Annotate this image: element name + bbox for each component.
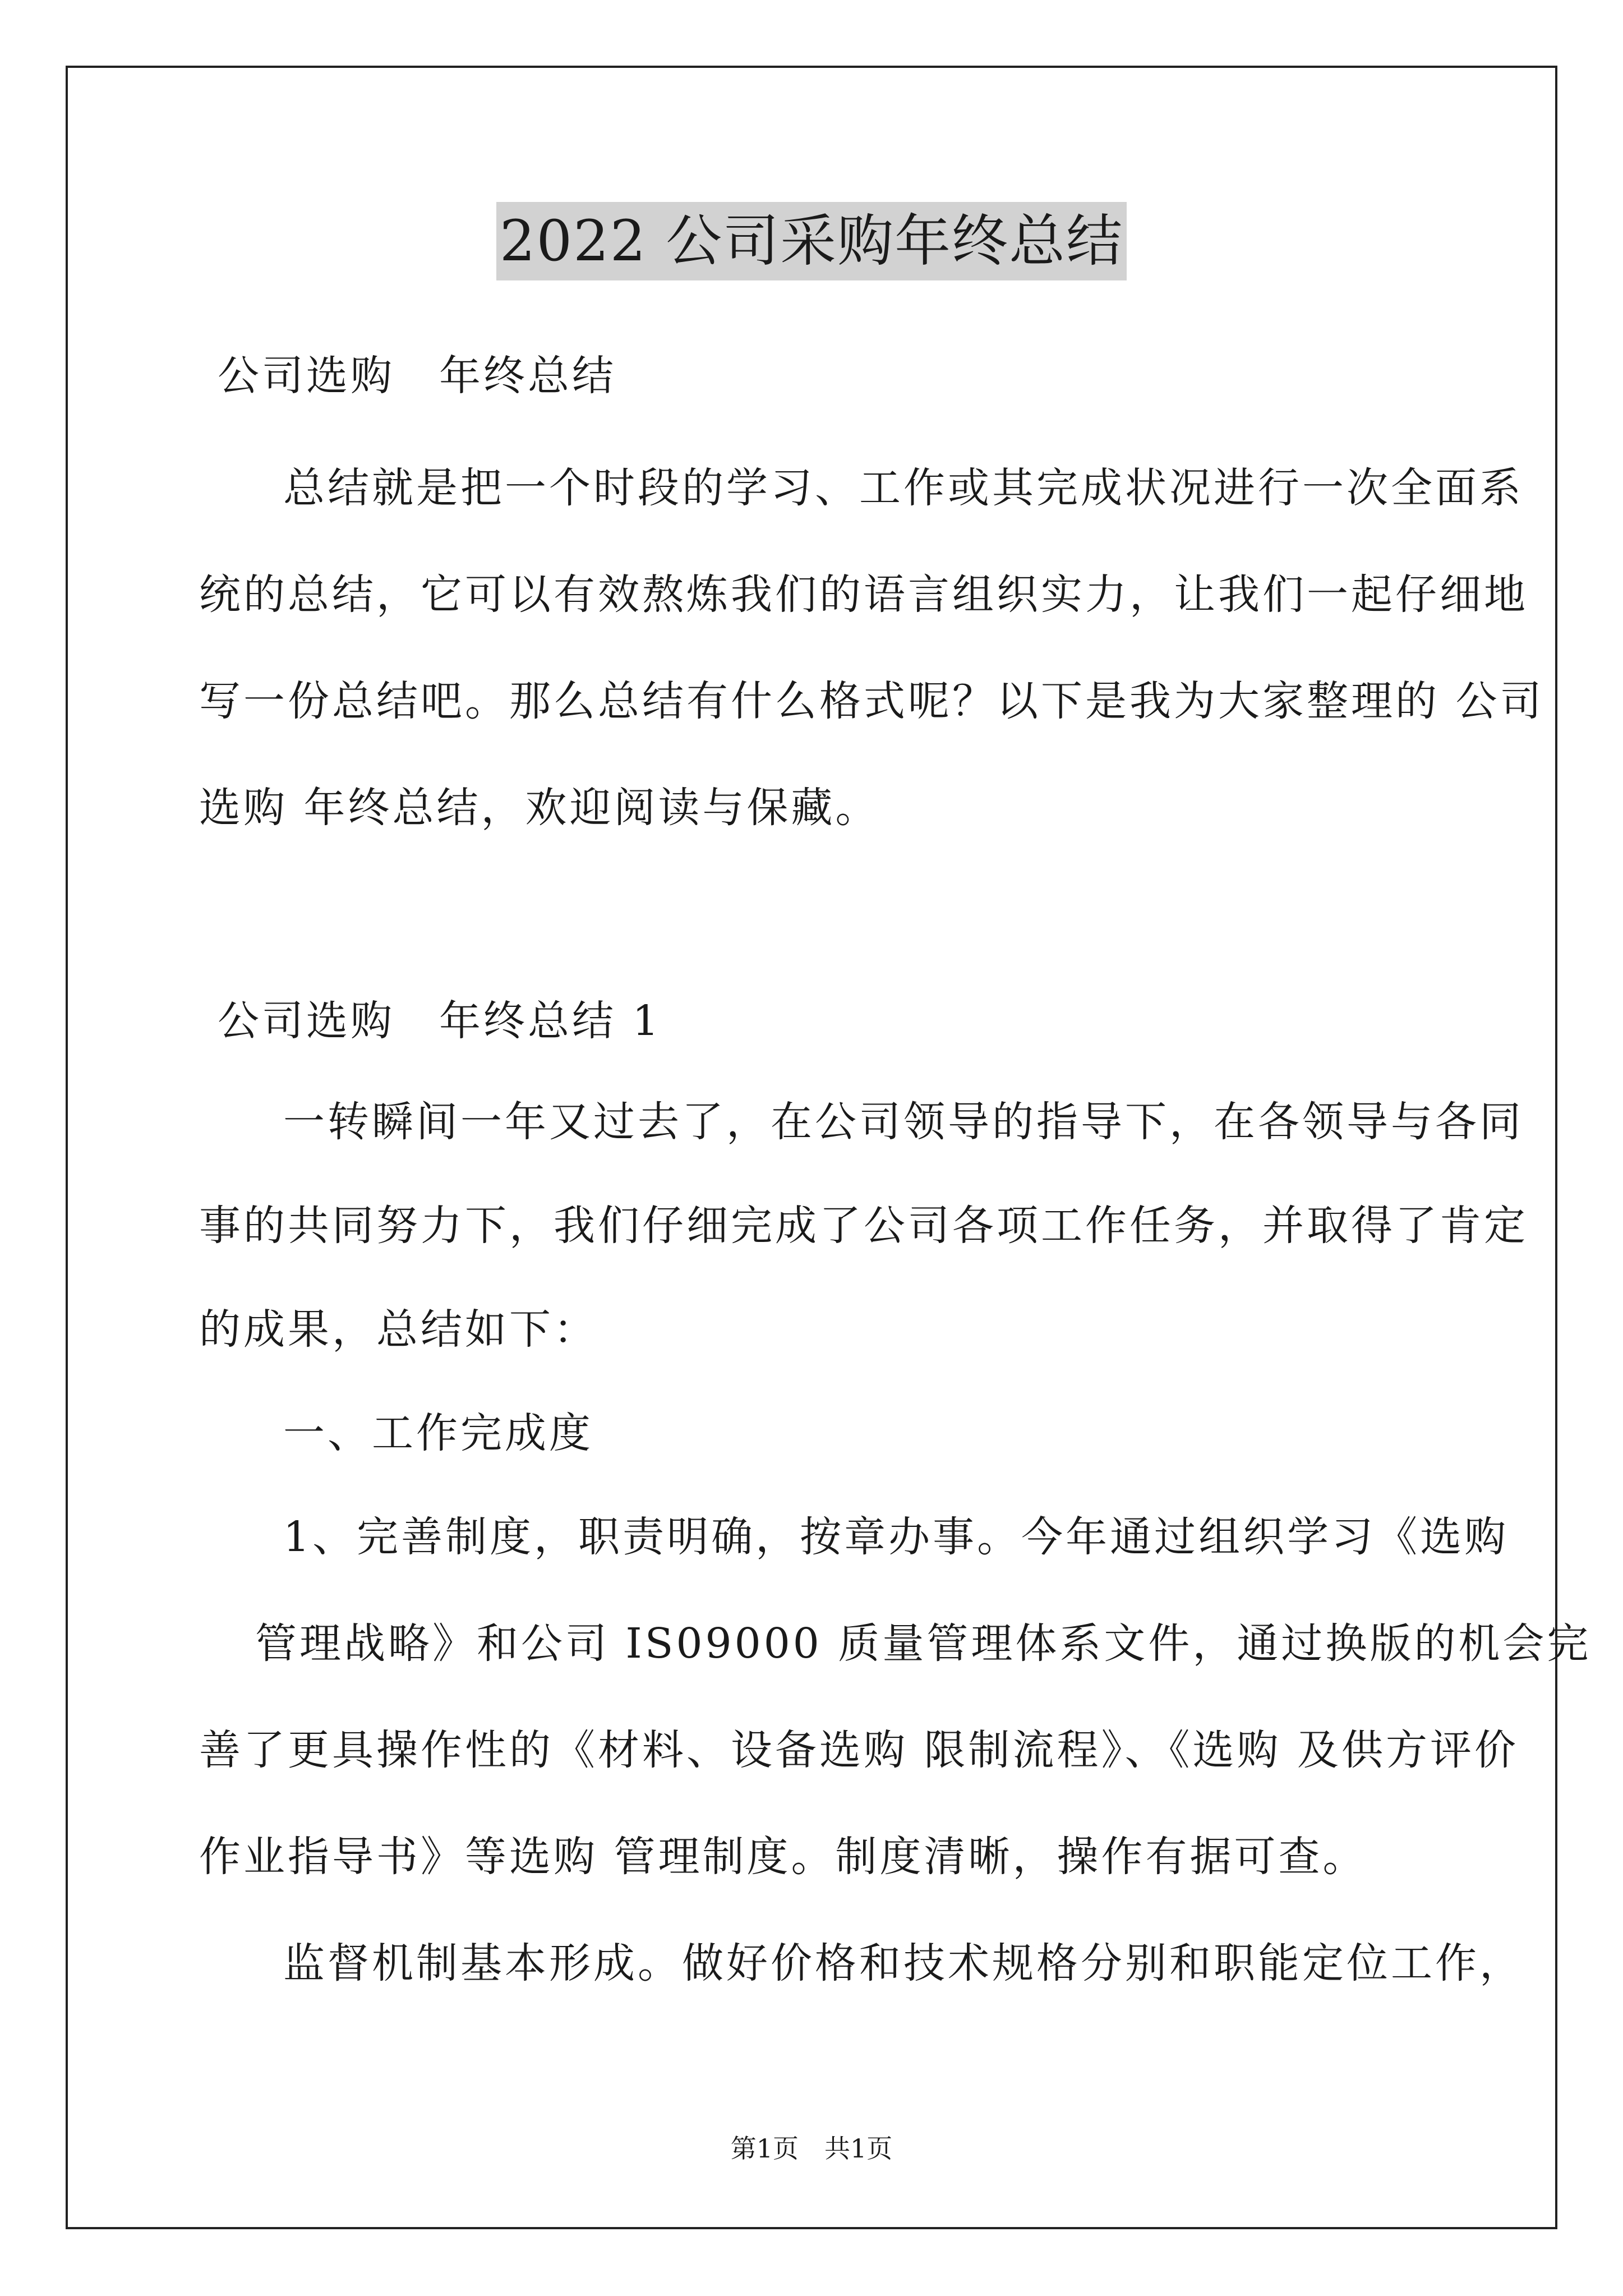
section-line: 的成果，总结如下： xyxy=(199,1305,598,1354)
intro-line: 选购 年终总结，欢迎阅读与保藏。 xyxy=(199,784,880,832)
intro-line: 总结就是把一个时段的学习、工作或其完成状况进行一次全面系 xyxy=(283,464,1524,512)
section-line: 事的共同努力下，我们仔细完成了公司各项工作任务，并取得了肯定 xyxy=(199,1202,1528,1250)
section-line: 管理战略》和公司 IS09000 质量管理体系文件，通过换版的机会完 xyxy=(255,1619,1592,1668)
section-line: 作业指导书》等选购 管理制度。制度清晰，操作有据可查。 xyxy=(199,1833,1367,1881)
section-line: 善了更具操作性的《材料、设备选购 限制流程》、《选购 及供方评价 xyxy=(199,1726,1519,1774)
intro-line: 写一份总结吧。那么总结有什么格式呢？以下是我为大家整理的 公司 xyxy=(199,677,1544,725)
document-title: 2022 公司采购年终总结 xyxy=(496,202,1127,280)
section-line: 一转瞬间一年又过去了，在公司领导的指导下，在各领导与各同 xyxy=(283,1098,1524,1146)
title-container xyxy=(0,202,1623,280)
page-footer: 第1页 共1页 xyxy=(730,2133,893,2164)
intro-line: 统的总结，它可以有效熬炼我们的语言组织实力，让我们一起仔细地 xyxy=(199,570,1528,619)
document-subtitle: 公司选购 年终总结 xyxy=(218,352,616,400)
section-line: 一、工作完成度 xyxy=(283,1409,593,1457)
section-line: 监督机制基本形成。做好价格和技术规格分别和职能定位工作， xyxy=(283,1939,1524,1987)
section-line: 1、完善制度，职责明确，按章办事。今年通过组织学习《选购 xyxy=(283,1513,1509,1561)
section-heading: 公司选购 年终总结 1 xyxy=(218,997,662,1045)
